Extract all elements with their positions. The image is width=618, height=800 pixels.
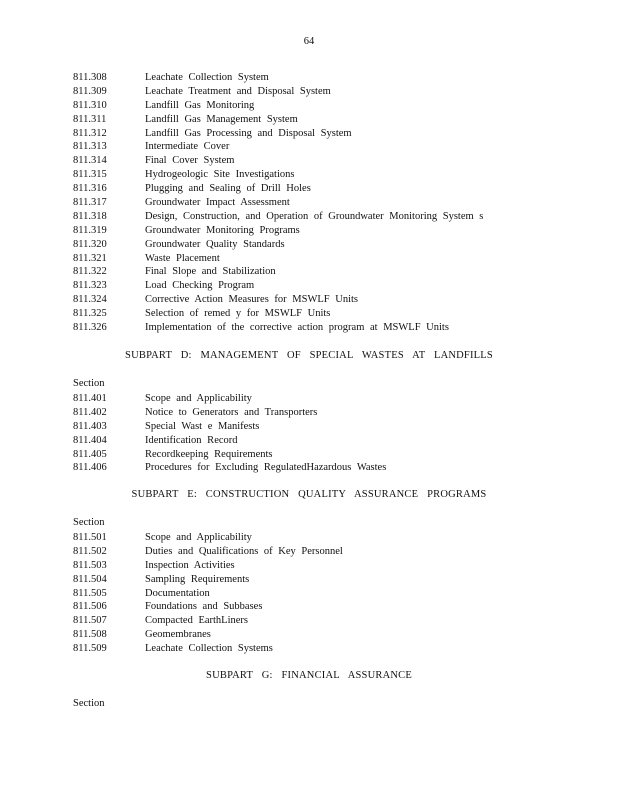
section-number: 811.308 — [73, 72, 107, 83]
section-number: 811.324 — [73, 294, 107, 306]
section-number: 811.508 — [73, 629, 107, 641]
section-title: Leachate Treatment and Disposal System — [145, 85, 331, 97]
section-number: 811.403 — [73, 420, 107, 432]
section-title: Intermediate Cover — [145, 141, 230, 153]
section-title: Notice to Generators and Transporters — [145, 406, 318, 418]
section-title: Corrective Action Measures for MSWLF Units — [145, 294, 359, 306]
section-title: Documentation — [145, 587, 210, 599]
section-number: 811.505 — [73, 587, 107, 599]
section-label: Section — [73, 698, 105, 709]
section-title: Groundwater Quality Standards — [145, 238, 285, 250]
section-number: 811.402 — [73, 406, 107, 418]
section-number: 811.322 — [73, 266, 107, 278]
section-title: Final Slope and Stabilization — [145, 266, 276, 278]
section-number: 811.506 — [73, 601, 107, 613]
section-title: Groundwater Monitoring Programs — [145, 224, 300, 236]
section-title: Hydrogeologic Site Investigations — [145, 169, 295, 181]
section-number: 811.311 — [73, 113, 107, 125]
section-title: Final Cover System — [145, 155, 235, 167]
section-number: 811.313 — [73, 141, 107, 153]
section-title: Waste Placement — [145, 252, 220, 264]
section-title: Selection of remed y for MSWLF Units — [145, 308, 331, 320]
section-number: 811.401 — [73, 393, 107, 404]
section-number: 811.405 — [73, 448, 107, 460]
section-number: 811.318 — [73, 210, 107, 222]
section-title: Procedures for Excluding RegulatedHazardous Wastes — [145, 462, 387, 474]
section-title: Landfill Gas Processing and Disposal System — [145, 127, 352, 139]
section-title: Implementation of the corrective action program at MSWLF Units — [145, 322, 449, 334]
section-number: 811.319 — [73, 224, 107, 236]
section-number: 811.404 — [73, 434, 107, 446]
section-title: Duties and Qualifications of Key Personnel — [145, 545, 343, 557]
section-title: Groundwater Impact Assessment — [145, 197, 290, 209]
section-title: Load Checking Program — [145, 280, 255, 292]
section-title: Landfill Gas Monitoring — [145, 99, 255, 111]
section-title: Recordkeeping Requirements — [145, 448, 273, 460]
section-title: Foundations and Subbases — [145, 601, 263, 613]
section-number: 811.310 — [73, 99, 107, 111]
section-title: Leachate Collection System — [145, 72, 269, 83]
section-number: 811.502 — [73, 545, 107, 557]
section-number: 811.501 — [73, 532, 107, 543]
section-label: Section — [73, 517, 105, 528]
section-title: Plugging and Sealing of Drill Holes — [145, 183, 311, 195]
section-number: 811.321 — [73, 252, 107, 264]
section-title: Inspection Activities — [145, 559, 235, 571]
section-number: 811.323 — [73, 280, 107, 292]
section-title: Sampling Requirements — [145, 573, 250, 585]
page-number: 64 — [303, 36, 315, 47]
section-title: Geomembranes — [145, 629, 211, 641]
subpart-d-heading: SUBPART D: MANAGEMENT OF SPECIAL WASTES AT LANDFILLS — [125, 350, 493, 361]
section-number: 811.315 — [73, 169, 107, 181]
section-number: 811.406 — [73, 462, 107, 474]
section-label: Section — [73, 378, 105, 389]
section-title: Special Wast e Manifests — [145, 420, 260, 432]
section-number: 811.317 — [73, 197, 107, 209]
subpart-g-heading: SUBPART G: FINANCIAL ASSURANCE — [206, 670, 412, 681]
section-number: 811.325 — [73, 308, 107, 320]
section-title: Landfill Gas Management System — [145, 113, 298, 125]
section-title: Scope and Applicability — [145, 532, 252, 543]
section-number: 811.326 — [73, 322, 107, 334]
section-title: Compacted EarthLiners — [145, 615, 249, 627]
section-number: 811.316 — [73, 183, 107, 195]
section-title: Identification Record — [145, 434, 238, 446]
section-number: 811.509 — [73, 643, 107, 655]
section-title: Leachate Collection Systems — [145, 643, 273, 655]
section-number: 811.314 — [73, 155, 107, 167]
section-title: Scope and Applicability — [145, 393, 252, 404]
subpart-e-heading: SUBPART E: CONSTRUCTION QUALITY ASSURANCE PROGRAMS — [131, 489, 487, 500]
section-title: Design, Construction, and Operation of Groundwater Monitoring System s — [145, 210, 484, 222]
section-number: 811.503 — [73, 559, 107, 571]
section-number: 811.312 — [73, 127, 107, 139]
section-number: 811.504 — [73, 573, 107, 585]
section-number: 811.320 — [73, 238, 107, 250]
section-number: 811.309 — [73, 85, 107, 97]
section-number: 811.507 — [73, 615, 107, 627]
